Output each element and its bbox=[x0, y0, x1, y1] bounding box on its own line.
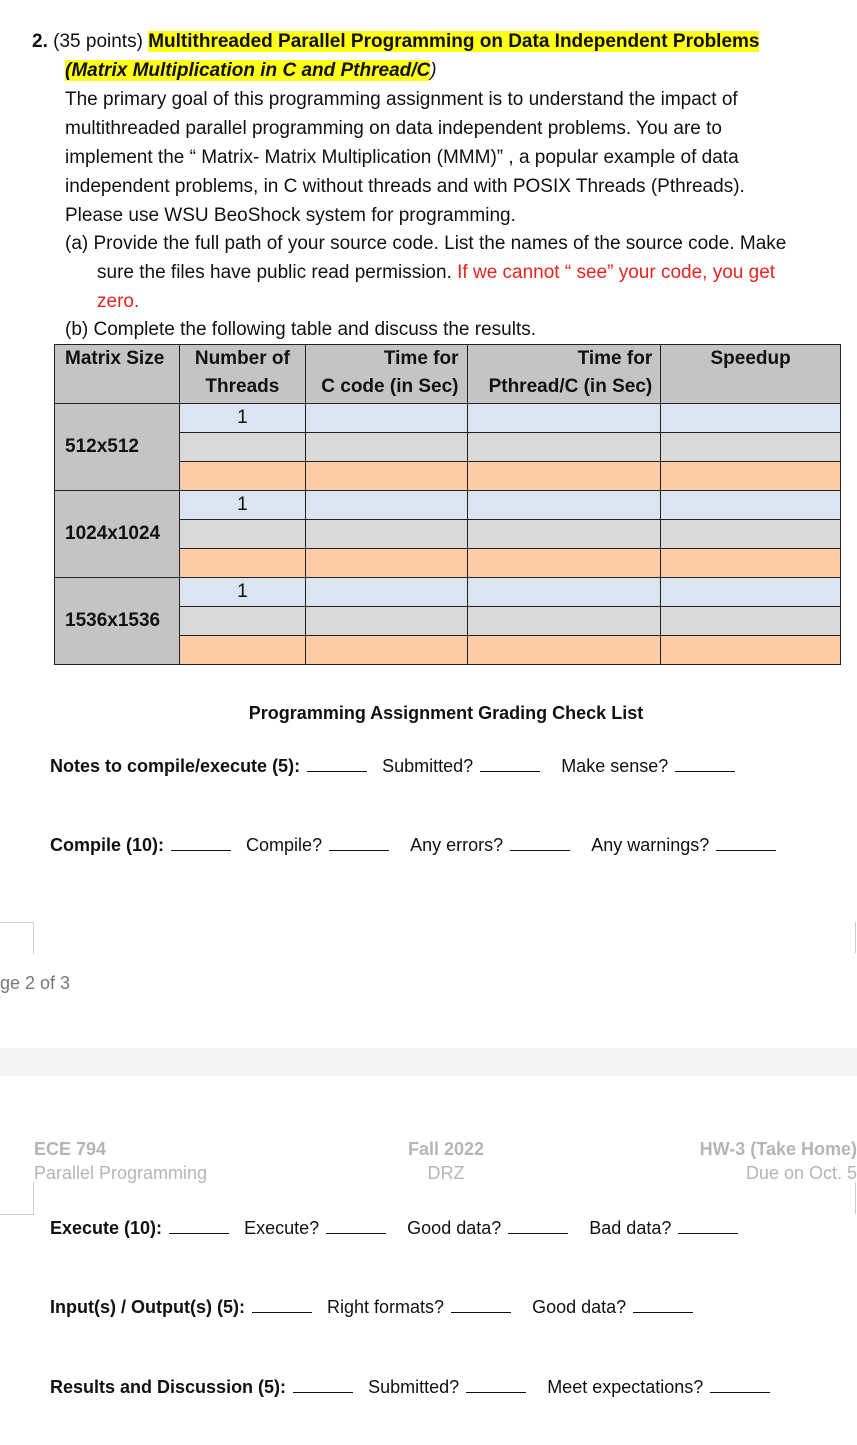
term: Fall 2022 bbox=[407, 1139, 485, 1159]
compile-label: Compile (10): bbox=[50, 835, 165, 855]
matrix-size-cell: 512x512 bbox=[55, 404, 180, 491]
question-title: Multithreaded Parallel Programming on Data Independent Problems bbox=[148, 31, 760, 52]
body-line: implement the “ Matrix- Matrix Multiplication (MMM)” , a popular example of data bbox=[65, 147, 739, 168]
speedup-cell[interactable] bbox=[661, 462, 841, 491]
c-time-cell[interactable] bbox=[305, 520, 467, 549]
checklist-execute-row bbox=[50, 1218, 742, 1239]
matrix-size-cell: 1024x1024 bbox=[55, 491, 180, 578]
speedup-cell[interactable] bbox=[661, 433, 841, 462]
part-a-line2-black: sure the files have public read permission. bbox=[97, 262, 452, 283]
header-left bbox=[34, 1137, 207, 1185]
body-line: multithreaded parallel programming on data independent problems. You are to bbox=[65, 118, 722, 139]
speedup-cell[interactable] bbox=[661, 520, 841, 549]
execute-q3: Bad data? bbox=[589, 1218, 672, 1238]
threads-cell[interactable] bbox=[179, 462, 305, 491]
notes-label: Notes to compile/execute (5): bbox=[50, 756, 301, 776]
speedup-cell[interactable] bbox=[661, 491, 841, 520]
header-matrix-size: Matrix Size bbox=[55, 345, 180, 404]
checklist-title: Programming Assignment Grading Check List bbox=[248, 703, 644, 723]
body-line: The primary goal of this programming assignment is to understand the impact of bbox=[65, 89, 738, 110]
question-points: (35 points) bbox=[53, 31, 143, 52]
c-time-cell[interactable] bbox=[305, 636, 467, 665]
speedup-cell[interactable] bbox=[661, 607, 841, 636]
question-subtitle-line bbox=[65, 56, 437, 85]
speedup-cell[interactable] bbox=[661, 404, 841, 433]
compile-q3: Any warnings? bbox=[591, 835, 710, 855]
notes-q1: Submitted? bbox=[382, 756, 474, 776]
threads-cell[interactable] bbox=[179, 520, 305, 549]
header-right bbox=[700, 1137, 857, 1185]
execute-q2: Good data? bbox=[407, 1218, 502, 1238]
pthread-time-cell[interactable] bbox=[467, 462, 661, 491]
threads-cell[interactable] bbox=[179, 433, 305, 462]
course-name: Parallel Programming bbox=[34, 1163, 208, 1183]
header-threads: Number of Threads bbox=[179, 345, 305, 404]
part-a-line3: zero. bbox=[97, 291, 140, 312]
compile-q1: Compile? bbox=[246, 835, 323, 855]
page-number: ge 2 of 3 bbox=[0, 973, 71, 993]
execute-q3-blank[interactable] bbox=[678, 1219, 738, 1234]
checklist-results-row bbox=[50, 1377, 774, 1398]
pthread-time-cell[interactable] bbox=[467, 433, 661, 462]
compile-q1-blank[interactable] bbox=[329, 836, 389, 851]
page-gap bbox=[0, 1048, 857, 1076]
io-q1-blank[interactable] bbox=[451, 1298, 511, 1313]
execute-q1-blank[interactable] bbox=[326, 1219, 386, 1234]
pthread-time-cell[interactable] bbox=[467, 491, 661, 520]
io-q2: Good data? bbox=[532, 1297, 627, 1317]
threads-cell[interactable] bbox=[179, 607, 305, 636]
pthread-time-cell[interactable] bbox=[467, 578, 661, 607]
c-time-cell[interactable] bbox=[305, 549, 467, 578]
table-row bbox=[55, 491, 841, 520]
checklist-notes-row bbox=[50, 756, 739, 777]
threads-cell[interactable]: 1 bbox=[179, 404, 305, 433]
c-time-cell[interactable] bbox=[305, 433, 467, 462]
io-q2-blank[interactable] bbox=[633, 1298, 693, 1313]
header-speedup: Speedup bbox=[661, 345, 841, 404]
c-time-cell[interactable] bbox=[305, 607, 467, 636]
results-q2: Meet expectations? bbox=[547, 1377, 704, 1397]
page-corner-mark bbox=[0, 1182, 34, 1215]
instructor: DRZ bbox=[427, 1163, 465, 1183]
notes-score-blank[interactable] bbox=[307, 757, 367, 772]
checklist-io-row bbox=[50, 1297, 697, 1318]
page-corner-mark bbox=[0, 922, 34, 954]
table-row bbox=[55, 404, 841, 433]
results-q2-blank[interactable] bbox=[710, 1378, 770, 1393]
course-code: ECE 794 bbox=[34, 1139, 107, 1159]
c-time-cell[interactable] bbox=[305, 491, 467, 520]
question-subtitle: (Matrix Multiplication in C and Pthread/C bbox=[65, 60, 431, 81]
body-line: independent problems, in C without threads and with POSIX Threads (Pthreads). bbox=[65, 176, 745, 197]
threads-cell[interactable]: 1 bbox=[179, 491, 305, 520]
pthread-time-cell[interactable] bbox=[467, 607, 661, 636]
threads-cell[interactable] bbox=[179, 549, 305, 578]
matrix-size-cell: 1536x1536 bbox=[55, 578, 180, 665]
header-pthread-time: Time for Pthread/C (in Sec) bbox=[467, 345, 661, 404]
question-body bbox=[65, 85, 745, 230]
checklist-compile-row bbox=[50, 835, 780, 856]
speedup-cell[interactable] bbox=[661, 549, 841, 578]
c-time-cell[interactable] bbox=[305, 578, 467, 607]
execute-q2-blank[interactable] bbox=[508, 1219, 568, 1234]
io-label: Input(s) / Output(s) (5): bbox=[50, 1297, 245, 1317]
header-c-time: Time for C code (in Sec) bbox=[305, 345, 467, 404]
pthread-time-cell[interactable] bbox=[467, 549, 661, 578]
results-label: Results and Discussion (5): bbox=[50, 1377, 287, 1397]
part-a-line2-red: If we cannot “ see” your code, you get bbox=[457, 262, 776, 283]
io-q1: Right formats? bbox=[326, 1297, 445, 1317]
compile-q3-blank[interactable] bbox=[716, 836, 776, 851]
part-a-line2 bbox=[97, 258, 775, 287]
notes-q2: Make sense? bbox=[561, 756, 669, 776]
pthread-time-cell[interactable] bbox=[467, 520, 661, 549]
part-a-line1: (a) Provide the full path of your source code. List the names of the source code. Make bbox=[65, 233, 787, 254]
results-q1: Submitted? bbox=[368, 1377, 460, 1397]
threads-cell[interactable] bbox=[179, 636, 305, 665]
compile-q2: Any errors? bbox=[410, 835, 504, 855]
execute-score-blank[interactable] bbox=[169, 1219, 229, 1234]
execute-label: Execute (10): bbox=[50, 1218, 163, 1238]
compile-score-blank[interactable] bbox=[171, 836, 231, 851]
due-date: Due on Oct. 5 bbox=[745, 1163, 857, 1183]
pthread-time-cell[interactable] bbox=[467, 404, 661, 433]
notes-q2-blank[interactable] bbox=[675, 757, 735, 772]
question-subtitle-end: ) bbox=[430, 60, 437, 81]
question-heading bbox=[32, 27, 759, 56]
results-score-blank[interactable] bbox=[293, 1378, 353, 1393]
hw-title: HW-3 (Take Home) bbox=[699, 1139, 857, 1159]
compile-q2-blank[interactable] bbox=[510, 836, 570, 851]
part-b: (b) Complete the following table and discuss the results. bbox=[65, 319, 537, 340]
c-time-cell[interactable] bbox=[305, 404, 467, 433]
part-a bbox=[65, 229, 786, 258]
table-row bbox=[55, 578, 841, 607]
results-q1-blank[interactable] bbox=[466, 1378, 526, 1393]
table-header-row bbox=[55, 345, 841, 404]
speedup-cell[interactable] bbox=[661, 636, 841, 665]
pthread-time-cell[interactable] bbox=[467, 636, 661, 665]
speedup-cell[interactable] bbox=[661, 578, 841, 607]
c-time-cell[interactable] bbox=[305, 462, 467, 491]
execute-q1: Execute? bbox=[244, 1218, 320, 1238]
threads-cell[interactable]: 1 bbox=[179, 578, 305, 607]
results-table bbox=[54, 344, 841, 665]
body-line: Please use WSU BeoShock system for programming. bbox=[65, 205, 516, 226]
notes-q1-blank[interactable] bbox=[480, 757, 540, 772]
header-center bbox=[346, 1137, 546, 1185]
io-score-blank[interactable] bbox=[252, 1298, 312, 1313]
question-number: 2. bbox=[32, 31, 48, 52]
